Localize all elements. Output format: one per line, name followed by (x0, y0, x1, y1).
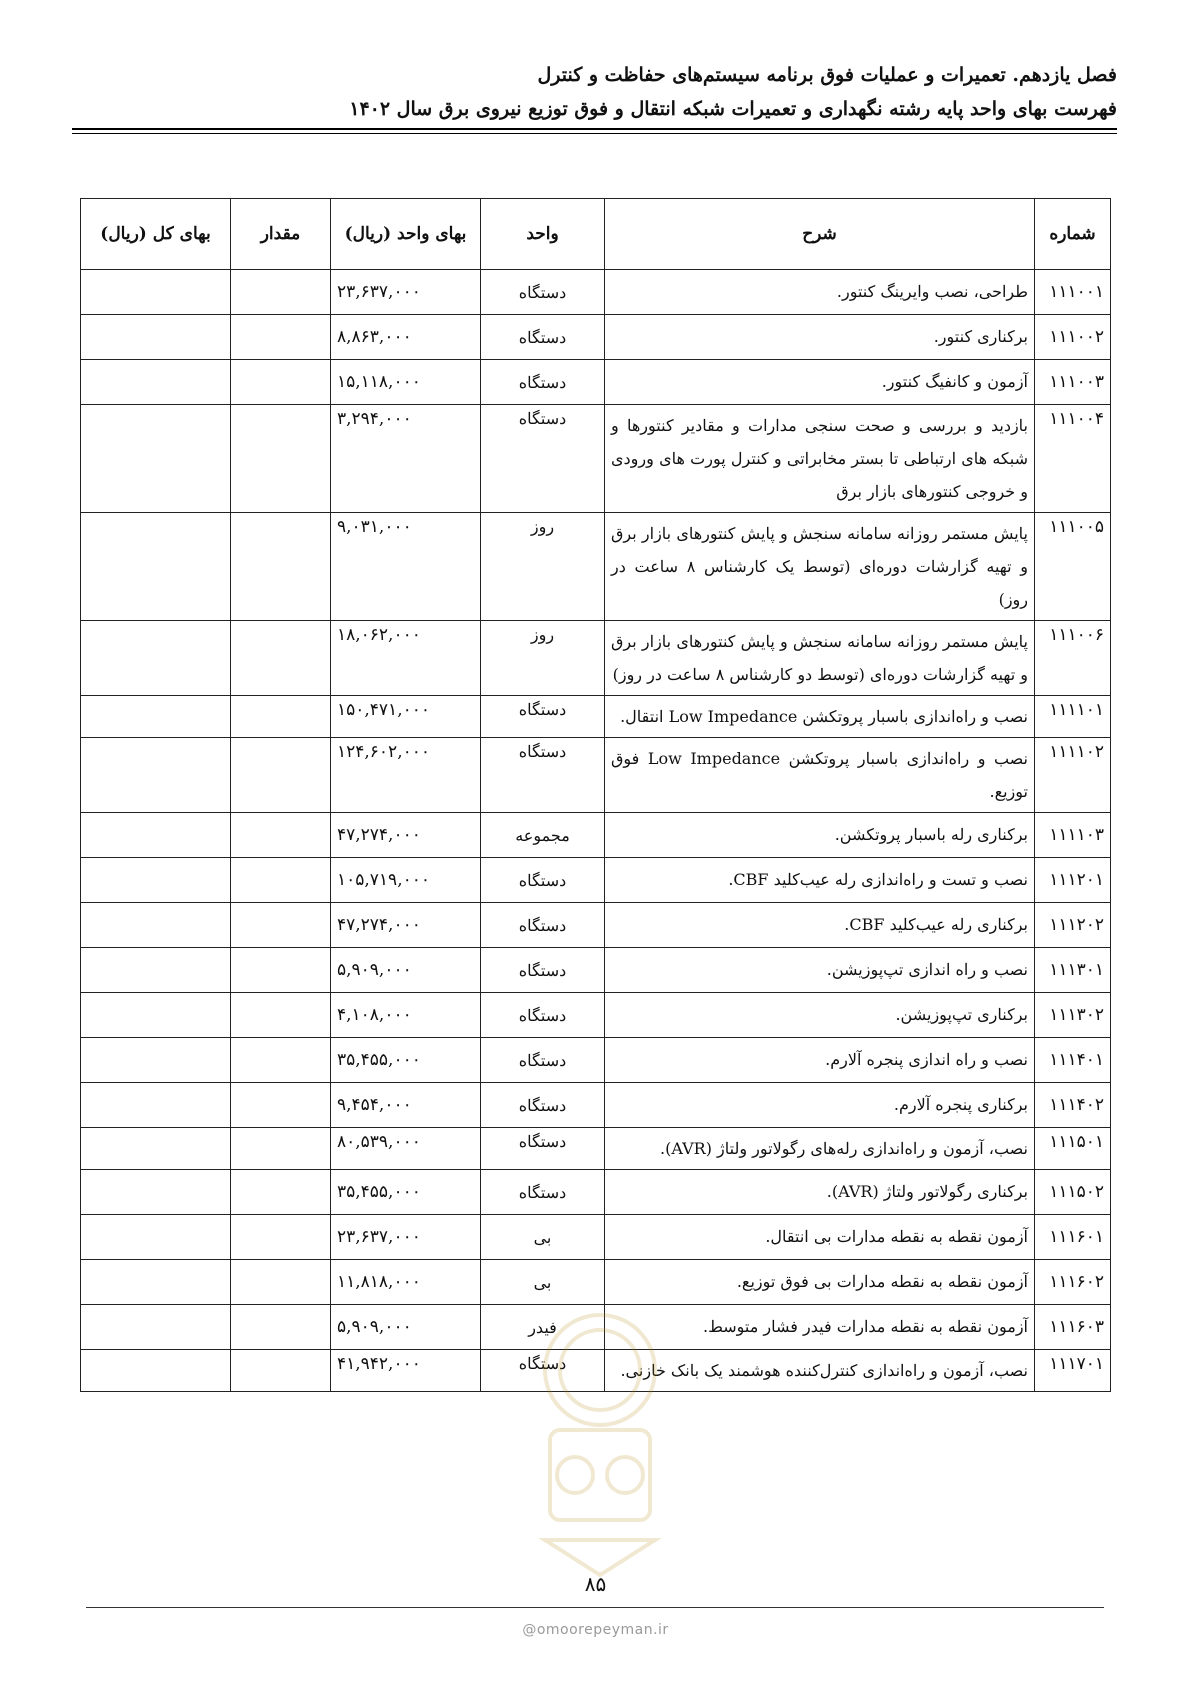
cell-unit-price: ۱۰۵,۷۱۹,۰۰۰ (331, 858, 481, 903)
cell-total-price (81, 993, 231, 1038)
cell-code: ۱۱۱۵۰۲ (1035, 1170, 1111, 1215)
cell-description: آزمون نقطه به نقطه مدارات فیدر فشار متوسط. (605, 1305, 1035, 1350)
cell-description: برکناری کنتور. (605, 315, 1035, 360)
cell-total-price (81, 696, 231, 738)
cell-description: طراحی، نصب وایرینگ کنتور. (605, 270, 1035, 315)
cell-quantity (231, 948, 331, 993)
cell-code: ۱۱۱۰۰۱ (1035, 270, 1111, 315)
cell-unit: روز (481, 621, 605, 696)
cell-code: ۱۱۱۳۰۱ (1035, 948, 1111, 993)
cell-code: ۱۱۱۰۰۵ (1035, 513, 1111, 621)
table-row (81, 1038, 1111, 1083)
site-handle: @omoorepeyman.ir (522, 1622, 669, 1638)
cell-total-price (81, 360, 231, 405)
cell-description: نصب و راه اندازی پنجره آلارم. (605, 1038, 1035, 1083)
cell-unit: دستگاه (481, 1083, 605, 1128)
cell-quantity (231, 1350, 331, 1392)
cell-code: ۱۱۱۷۰۱ (1035, 1350, 1111, 1392)
cell-unit-price: ۹,۴۵۴,۰۰۰ (331, 1083, 481, 1128)
cell-total-price (81, 1038, 231, 1083)
cell-unit: روز (481, 513, 605, 621)
table-row (81, 1260, 1111, 1305)
cell-unit-price: ۸,۸۶۳,۰۰۰ (331, 315, 481, 360)
table-row (81, 948, 1111, 993)
cell-quantity (231, 1128, 331, 1170)
cell-total-price (81, 813, 231, 858)
cell-total-price (81, 1128, 231, 1170)
cell-code: ۱۱۱۲۰۱ (1035, 858, 1111, 903)
cell-total-price (81, 315, 231, 360)
cell-description: آزمون نقطه به نقطه مدارات بی فوق توزیع. (605, 1260, 1035, 1305)
cell-code: ۱۱۱۱۰۲ (1035, 738, 1111, 813)
table-row (81, 1128, 1111, 1170)
cell-unit-price: ۱۵۰,۴۷۱,۰۰۰ (331, 696, 481, 738)
cell-description: آزمون و کانفیگ کنتور. (605, 360, 1035, 405)
cell-code: ۱۱۱۰۰۳ (1035, 360, 1111, 405)
cell-total-price (81, 948, 231, 993)
cell-description: برکناری رله عیب‌کلید CBF. (605, 903, 1035, 948)
table-row (81, 621, 1111, 696)
cell-total-price (81, 1260, 231, 1305)
cell-code: ۱۱۱۴۰۲ (1035, 1083, 1111, 1128)
cell-unit-price: ۴۷,۲۷۴,۰۰۰ (331, 903, 481, 948)
table-row (81, 858, 1111, 903)
cell-total-price (81, 858, 231, 903)
cell-total-price (81, 738, 231, 813)
cell-unit-price: ۴,۱۰۸,۰۰۰ (331, 993, 481, 1038)
table-header-row (81, 199, 1111, 270)
cell-description: نصب و راه‌اندازی باسبار پروتکشن Low Impedance انتقال. (605, 696, 1035, 738)
cell-quantity (231, 696, 331, 738)
column-header-unit: واحد (481, 199, 605, 270)
cell-unit: دستگاه (481, 903, 605, 948)
cell-quantity (231, 1305, 331, 1350)
cell-total-price (81, 1350, 231, 1392)
table-row (81, 1170, 1111, 1215)
cell-unit: دستگاه (481, 738, 605, 813)
column-header-quantity: مقدار (231, 199, 331, 270)
publisher-seal-watermark (515, 1300, 685, 1580)
cell-quantity (231, 1260, 331, 1305)
cell-total-price (81, 270, 231, 315)
cell-unit: فیدر (481, 1305, 605, 1350)
cell-unit-price: ۱۲۴,۶۰۲,۰۰۰ (331, 738, 481, 813)
cell-unit-price: ۳۵,۴۵۵,۰۰۰ (331, 1170, 481, 1215)
cell-unit: دستگاه (481, 405, 605, 513)
cell-quantity (231, 813, 331, 858)
cell-code: ۱۱۱۱۰۱ (1035, 696, 1111, 738)
cell-quantity (231, 1170, 331, 1215)
cell-description: پایش مستمر روزانه سامانه سنجش و پایش کنتورهای بازار برق و تهیه گزارشات دوره‌ای (توسط یک کارشناس ۸ ساعت در روز) (605, 513, 1035, 621)
chapter-title: فصل یازدهم. تعمیرات و عملیات فوق برنامه سیستم‌های حفاظت و کنترل (537, 64, 1117, 86)
cell-unit: دستگاه (481, 1128, 605, 1170)
cell-total-price (81, 1215, 231, 1260)
cell-quantity (231, 738, 331, 813)
cell-total-price (81, 513, 231, 621)
cell-description: نصب، آزمون و راه‌اندازی کنترل‌کننده هوشمند یک بانک خازنی. (605, 1350, 1035, 1392)
cell-unit: دستگاه (481, 1350, 605, 1392)
cell-quantity (231, 315, 331, 360)
cell-description: برکناری رله باسبار پروتکشن. (605, 813, 1035, 858)
table-row (81, 405, 1111, 513)
cell-description: نصب و راه‌اندازی باسبار پروتکشن Low Impedance فوق توزیع. (605, 738, 1035, 813)
cell-quantity (231, 903, 331, 948)
cell-description: برکناری رگولاتور ولتاژ (AVR). (605, 1170, 1035, 1215)
cell-unit-price: ۱۸,۰۶۲,۰۰۰ (331, 621, 481, 696)
cell-code: ۱۱۱۶۰۳ (1035, 1305, 1111, 1350)
cell-description: برکناری پنجره آلارم. (605, 1083, 1035, 1128)
cell-description: بازدید و بررسی و صحت سنجی مدارات و مقادیر کنتورها و شبکه های ارتباطی تا بستر مخابراتی و کنترل پورت های ورودی و خروجی کنتورهای بازار برق (605, 405, 1035, 513)
document-title: فهرست بهای واحد پایه رشته نگهداری و تعمیرات شبکه انتقال و فوق توزیع نیروی برق سال ۱۴۰۲ (349, 98, 1117, 120)
table-row (81, 1215, 1111, 1260)
cell-unit-price: ۴۱,۹۴۲,۰۰۰ (331, 1350, 481, 1392)
price-list-table (80, 198, 1111, 1392)
cell-total-price (81, 405, 231, 513)
cell-description: نصب، آزمون و راه‌اندازی رله‌های رگولاتور ولتاژ (AVR). (605, 1128, 1035, 1170)
cell-quantity (231, 1083, 331, 1128)
cell-code: ۱۱۱۰۰۴ (1035, 405, 1111, 513)
cell-quantity (231, 993, 331, 1038)
cell-code: ۱۱۱۰۰۶ (1035, 621, 1111, 696)
cell-total-price (81, 1305, 231, 1350)
cell-unit: دستگاه (481, 948, 605, 993)
table-row (81, 270, 1111, 315)
cell-unit-price: ۳,۲۹۴,۰۰۰ (331, 405, 481, 513)
cell-total-price (81, 1083, 231, 1128)
cell-unit-price: ۵,۹۰۹,۰۰۰ (331, 948, 481, 993)
cell-description: نصب و راه اندازی تپ‌پوزیشن. (605, 948, 1035, 993)
table-row (81, 315, 1111, 360)
header-rule (72, 128, 1117, 130)
column-header-code: شماره (1035, 199, 1111, 270)
cell-code: ۱۱۱۰۰۲ (1035, 315, 1111, 360)
column-header-description: شرح (605, 199, 1035, 270)
cell-code: ۱۱۱۲۰۲ (1035, 903, 1111, 948)
table-row (81, 993, 1111, 1038)
cell-quantity (231, 360, 331, 405)
cell-unit-price: ۲۳,۶۳۷,۰۰۰ (331, 1215, 481, 1260)
cell-unit-price: ۴۷,۲۷۴,۰۰۰ (331, 813, 481, 858)
cell-code: ۱۱۱۳۰۲ (1035, 993, 1111, 1038)
cell-unit-price: ۱۱,۸۱۸,۰۰۰ (331, 1260, 481, 1305)
cell-unit: دستگاه (481, 360, 605, 405)
column-header-total-price: بهای کل (ریال) (81, 199, 231, 270)
cell-code: ۱۱۱۱۰۳ (1035, 813, 1111, 858)
page-header (72, 58, 1117, 126)
cell-unit: دستگاه (481, 315, 605, 360)
cell-code: ۱۱۱۵۰۱ (1035, 1128, 1111, 1170)
cell-unit: دستگاه (481, 696, 605, 738)
cell-unit: دستگاه (481, 1038, 605, 1083)
cell-unit: دستگاه (481, 1170, 605, 1215)
cell-quantity (231, 513, 331, 621)
cell-description: پایش مستمر روزانه سامانه سنجش و پایش کنتورهای بازار برق و تهیه گزارشات دوره‌ای (توسط دو کارشناس ۸ ساعت در روز) (605, 621, 1035, 696)
table-row (81, 738, 1111, 813)
column-header-unit-price: بهای واحد (ریال) (331, 199, 481, 270)
cell-quantity (231, 270, 331, 315)
cell-unit-price: ۸۰,۵۳۹,۰۰۰ (331, 1128, 481, 1170)
cell-quantity (231, 1038, 331, 1083)
cell-code: ۱۱۱۶۰۲ (1035, 1260, 1111, 1305)
cell-total-price (81, 621, 231, 696)
table-row (81, 813, 1111, 858)
cell-unit: دستگاه (481, 270, 605, 315)
cell-unit: بی (481, 1260, 605, 1305)
cell-unit-price: ۲۳,۶۳۷,۰۰۰ (331, 270, 481, 315)
cell-quantity (231, 621, 331, 696)
cell-unit-price: ۹,۰۳۱,۰۰۰ (331, 513, 481, 621)
table-row (81, 696, 1111, 738)
cell-quantity (231, 405, 331, 513)
table-row (81, 360, 1111, 405)
table-row (81, 1083, 1111, 1128)
table-row (81, 903, 1111, 948)
cell-code: ۱۱۱۶۰۱ (1035, 1215, 1111, 1260)
cell-unit: دستگاه (481, 993, 605, 1038)
cell-unit-price: ۳۵,۴۵۵,۰۰۰ (331, 1038, 481, 1083)
cell-total-price (81, 903, 231, 948)
header-rule-thin (72, 133, 1117, 134)
cell-unit: بی (481, 1215, 605, 1260)
cell-unit-price: ۵,۹۰۹,۰۰۰ (331, 1305, 481, 1350)
cell-description: آزمون نقطه به نقطه مدارات بی انتقال. (605, 1215, 1035, 1260)
cell-unit: دستگاه (481, 858, 605, 903)
table-row (81, 513, 1111, 621)
cell-code: ۱۱۱۴۰۱ (1035, 1038, 1111, 1083)
cell-quantity (231, 1215, 331, 1260)
cell-total-price (81, 1170, 231, 1215)
cell-unit: مجموعه (481, 813, 605, 858)
cell-quantity (231, 858, 331, 903)
footer-rule (86, 1607, 1104, 1608)
cell-description: نصب و تست و راه‌اندازی رله عیب‌کلید CBF. (605, 858, 1035, 903)
cell-description: برکناری تپ‌پوزیشن. (605, 993, 1035, 1038)
page-number: ۸۵ (584, 1572, 607, 1596)
cell-unit-price: ۱۵,۱۱۸,۰۰۰ (331, 360, 481, 405)
